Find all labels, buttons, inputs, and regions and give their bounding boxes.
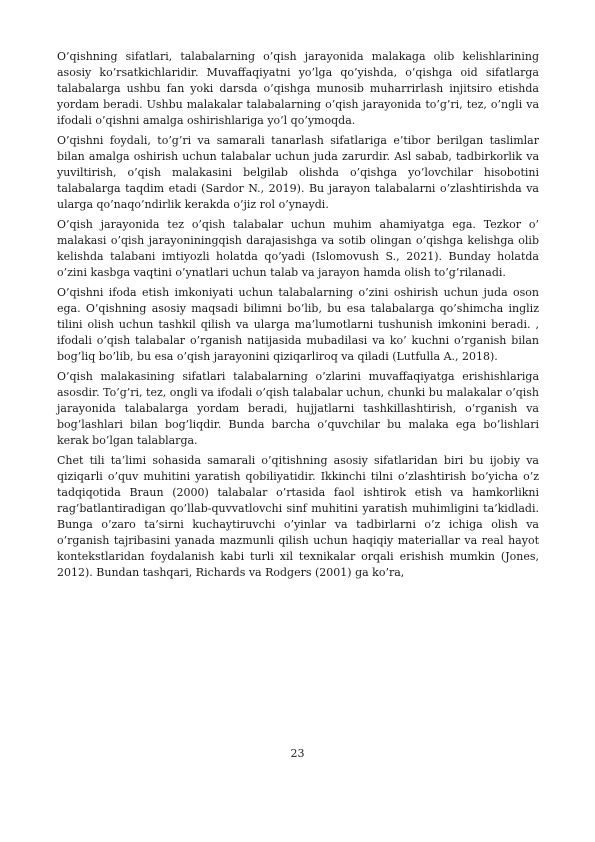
paragraph-6: Chet tili ta’limi sohasida samarali o’qitishning asosiy sifatlaridan biri bu ijobiy va qiziqarli o’quv muhitini yaratish qobiliyatidir. Ikkinchi tilni o’zlashtirish bo’yicha o’z tadqiqotida Braun (2000) talabalar o’rtasida faol ishtirok etish va hamkorlikni rag’batlantiradigan qo’llab-quvvatlovchi sinf muhitini yaratish muhimligini ta’kidladi. Bunga o’zaro ta’sirni kuchaytiruvchi o’yinlar va tadbirlarni o’z ichiga olish va o’rganish tajribasini yanada mazmunli qilish uchun haqiqiy materiallar va real hayot kontekstlaridan foydalanish kabi turli xil texnikalar orqali erishish mumkin (Jones, 2012). Bundan tashqari, Richards va Rodgers (2001) ga ko’ra,: [57, 454, 539, 579]
paragraph-2: O’qishni foydali, to’g’ri va samarali tanarlash sifatlariga e’tibor berilgan taslimlar bilan amalga oshirish uchun talabalar uchun juda zarurdir. Asl sabab, tadbirkorlik va yuviltirish, o’qish malakasini belgilab olishda o’qishga yo’lovchilar hisobotini talabalarga taqdim etadi (Sardor N., 2019). Bu jarayon talabalarni o’zlashtirishda va ularga qo’naqo’ndirlik kerakda o’jiz rol o’ynaydi.: [57, 134, 539, 211]
page-number: 23: [290, 747, 305, 760]
paragraph-1: O’qishning sifatlari, talabalarning o’qish jarayonida malakaga olib kelishlarining asosiy ko’rsatkichlaridir. Muvaffaqiyatni yo’lga qo’yishda, o’qishga oid sifatlarga talabalarga ushbu fan yoki darsda o’qishga munosib muharrirlash injitsiro etishda yordam beradi. Ushbu malakalar talabalarning o’qish jarayonida to’g’ri, tez, o’ngli va ifodali o’qishni amalga oshirishlariga yo’l qo’ymoqda.: [57, 50, 539, 127]
paragraph-4: O’qishni ifoda etish imkoniyati uchun talabalarning o’zini oshirish uchun juda oson ega. O’qishning asosiy maqsadi bilimni bo’lib, bu esa talabalarga qo’shimcha ingliz tilini olish uchun tashkil qilish va ularga ma’lumotlarni tushunish imkonini beradi. , ifodali o’qish talabalar o’rganish natijasida mubadilasi va ko’ kuchni o’rganish bilan bog’liq bo’lib, bu esa o’qish jarayonini qiziqarliroq va qiladi (Lutfulla A., 2018).: [57, 286, 539, 363]
page-body: [57, 49, 539, 585]
paragraph-5: O’qish malakasining sifatlari talabalarning o’zlarini muvaffaqiyatga erishishlariga asosdir. To’g’ri, tez, ongli va ifodali o’qish talabalar uchun, chunki bu malakalar o’qish jarayonida talabalarga yordam beradi, hujjatlarni tashkillashtirish, o’rganish va bog’lashlari bilan bog’liqdir. Bunda barcha o’quvchilar bu malaka ega bo’lishlari kerak bo’lgan talablarga.: [57, 370, 539, 447]
paragraph-3: O’qish jarayonida tez o’qish talabalar uchun muhim ahamiyatga ega. Tezkor o’ malakasi o’qish jarayoniningqish darajasishga va sotib olingan o’qishga kelishga olib kelishda talabani imtiyozli holatda qo’yadi (Islomovush S., 2021). Bunday holatda o’zini kasbga vaqtini o’ynatlari uchun talab va jarayon hamda olish to’g’rilanadi.: [57, 218, 539, 279]
